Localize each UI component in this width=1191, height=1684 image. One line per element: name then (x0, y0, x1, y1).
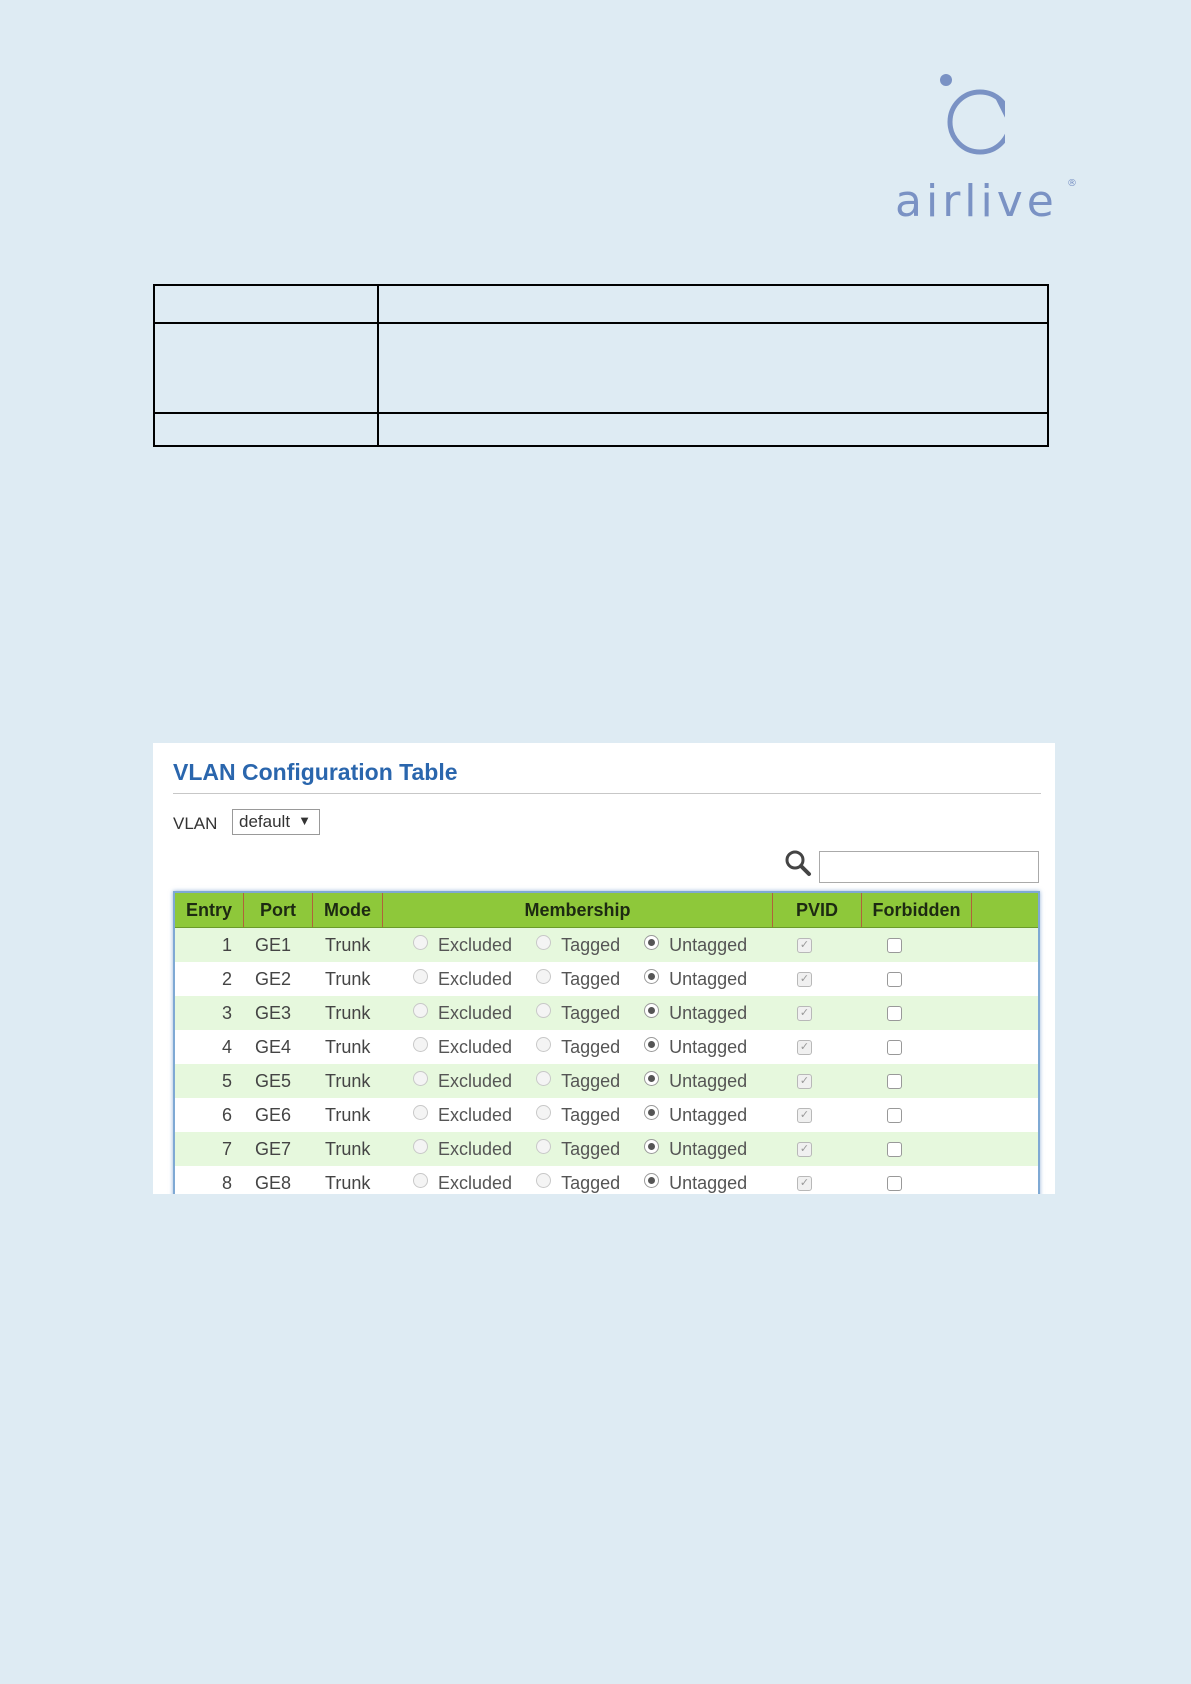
forbidden-checkbox[interactable] (887, 938, 902, 953)
mode-cell: Trunk (325, 1002, 371, 1023)
membership-radio-excluded[interactable] (413, 1003, 428, 1018)
membership-radio-excluded[interactable] (413, 1105, 428, 1120)
membership-radio-untagged[interactable] (644, 1105, 659, 1120)
grid-header (175, 893, 1038, 928)
forbidden-checkbox[interactable] (887, 972, 902, 987)
header-membership[interactable]: Membership (383, 893, 773, 927)
membership-label: Excluded (438, 1138, 513, 1159)
forbidden-cell (862, 1176, 972, 1191)
registered-mark: ® (1067, 178, 1077, 189)
search-icon[interactable] (784, 849, 812, 877)
membership-label: Untagged (669, 1138, 748, 1159)
membership-radio-tagged[interactable] (536, 969, 551, 984)
table-row (175, 1030, 1038, 1064)
doc-cell (378, 285, 1048, 323)
membership-radio-untagged[interactable] (644, 969, 659, 984)
membership-label: Excluded (438, 1002, 513, 1023)
membership-label: Tagged (561, 1138, 621, 1159)
entry-cell: 5 (221, 1070, 232, 1091)
airlive-logo (895, 68, 1080, 228)
membership-radio-untagged[interactable] (644, 1139, 659, 1154)
forbidden-checkbox[interactable] (887, 1176, 902, 1191)
pvid-cell (773, 1074, 862, 1089)
membership-radio-excluded[interactable] (413, 1173, 428, 1188)
logo-wordmark: airlive (895, 176, 1058, 227)
forbidden-checkbox[interactable] (887, 1108, 902, 1123)
pvid-cell (773, 972, 862, 987)
membership-cell (383, 1105, 773, 1126)
forbidden-cell (862, 1142, 972, 1157)
mode-cell: Trunk (325, 1172, 371, 1193)
membership-label: Untagged (669, 968, 748, 989)
forbidden-cell (862, 972, 972, 987)
membership-radio-untagged[interactable] (644, 935, 659, 950)
membership-label: Tagged (561, 1070, 621, 1091)
port-cell: GE8 (255, 1172, 292, 1193)
pvid-cell (773, 1006, 862, 1021)
logo-mark-icon (895, 68, 1005, 168)
membership-label: Excluded (438, 1172, 513, 1193)
membership-radio-tagged[interactable] (536, 1003, 551, 1018)
vlan-select[interactable] (232, 809, 320, 835)
page-title: VLAN Configuration Table (173, 759, 458, 785)
vlan-config-panel (153, 743, 1055, 1194)
membership-cell (383, 1071, 773, 1092)
membership-label: Tagged (561, 1002, 621, 1023)
membership-cell (383, 1139, 773, 1160)
vlan-label: VLAN (173, 814, 218, 833)
header-spacer (972, 893, 1038, 927)
pvid-cell (773, 1108, 862, 1123)
table-row (175, 996, 1038, 1030)
port-cell: GE2 (255, 968, 292, 989)
membership-label: Tagged (561, 1036, 621, 1057)
membership-label: Untagged (669, 1172, 748, 1193)
table-row (175, 1098, 1038, 1132)
membership-cell (383, 1173, 773, 1194)
membership-label: Untagged (669, 1036, 748, 1057)
header-forbidden[interactable]: Forbidden (862, 893, 972, 927)
membership-radio-untagged[interactable] (644, 1037, 659, 1052)
pvid-checkbox[interactable]: ✓ (797, 1176, 812, 1191)
forbidden-cell (862, 1074, 972, 1089)
membership-radio-untagged[interactable] (644, 1003, 659, 1018)
membership-radio-excluded[interactable] (413, 969, 428, 984)
vlan-grid (173, 891, 1040, 1194)
membership-radio-untagged[interactable] (644, 1071, 659, 1086)
membership-label: Excluded (438, 968, 513, 989)
membership-radio-excluded[interactable] (413, 1071, 428, 1086)
membership-label: Tagged (561, 968, 621, 989)
entry-cell: 6 (221, 1104, 232, 1125)
pvid-cell (773, 1176, 862, 1191)
dropdown-arrow-icon: ▼ (298, 813, 311, 828)
membership-radio-tagged[interactable] (536, 1139, 551, 1154)
entry-cell: 4 (221, 1036, 232, 1057)
header-mode[interactable]: Mode (313, 893, 383, 927)
membership-radio-tagged[interactable] (536, 1071, 551, 1086)
document-table (153, 284, 1049, 447)
doc-cell (154, 285, 378, 323)
mode-cell: Trunk (325, 1070, 371, 1091)
port-cell: GE3 (255, 1002, 292, 1023)
doc-cell (378, 323, 1048, 413)
mode-cell: Trunk (325, 968, 371, 989)
table-row (175, 1166, 1038, 1194)
port-cell: GE7 (255, 1138, 292, 1159)
forbidden-cell (862, 1006, 972, 1021)
pvid-checkbox[interactable]: ✓ (797, 1006, 812, 1021)
entry-cell: 8 (221, 1172, 232, 1193)
entry-cell: 2 (221, 968, 232, 989)
pvid-checkbox[interactable]: ✓ (797, 1040, 812, 1055)
membership-label: Untagged (669, 1104, 748, 1125)
membership-radio-tagged[interactable] (536, 1105, 551, 1120)
forbidden-cell (862, 938, 972, 953)
doc-cell (378, 413, 1048, 446)
entry-cell: 7 (221, 1138, 232, 1159)
membership-radio-tagged[interactable] (536, 935, 551, 950)
entry-cell: 1 (221, 934, 232, 955)
membership-cell (383, 1003, 773, 1024)
pvid-checkbox[interactable]: ✓ (797, 1108, 812, 1123)
port-cell: GE1 (255, 934, 292, 955)
header-pvid[interactable]: PVID (773, 893, 862, 927)
membership-radio-excluded[interactable] (413, 1037, 428, 1052)
membership-label: Excluded (438, 1036, 513, 1057)
membership-radio-tagged[interactable] (536, 1037, 551, 1052)
pvid-checkbox[interactable]: ✓ (797, 1142, 812, 1157)
mode-cell: Trunk (325, 1036, 371, 1057)
forbidden-checkbox[interactable] (887, 1074, 902, 1089)
doc-cell (154, 413, 378, 446)
table-row (175, 928, 1038, 962)
pvid-checkbox[interactable]: ✓ (797, 938, 812, 953)
forbidden-cell (862, 1040, 972, 1055)
membership-label: Tagged (561, 1104, 621, 1125)
port-cell: GE6 (255, 1104, 292, 1125)
membership-label: Excluded (438, 1070, 513, 1091)
membership-label: Tagged (561, 934, 621, 955)
pvid-cell (773, 1142, 862, 1157)
port-cell: GE4 (255, 1036, 292, 1057)
doc-cell (154, 323, 378, 413)
membership-label: Excluded (438, 934, 513, 955)
mode-cell: Trunk (325, 934, 371, 955)
forbidden-checkbox[interactable] (887, 1006, 902, 1021)
membership-label: Excluded (438, 1104, 513, 1125)
membership-radio-excluded[interactable] (413, 1139, 428, 1154)
pvid-checkbox[interactable]: ✓ (797, 1074, 812, 1089)
pvid-cell (773, 1040, 862, 1055)
membership-label: Untagged (669, 1070, 748, 1091)
forbidden-checkbox[interactable] (887, 1142, 902, 1157)
mode-cell: Trunk (325, 1104, 371, 1125)
membership-cell (383, 1037, 773, 1058)
membership-label: Untagged (669, 934, 748, 955)
vlan-select-value: default (239, 812, 291, 831)
table-row (175, 962, 1038, 996)
title-divider (173, 793, 1041, 794)
header-port[interactable]: Port (244, 893, 313, 927)
pvid-checkbox[interactable]: ✓ (797, 972, 812, 987)
forbidden-cell (862, 1108, 972, 1123)
membership-radio-tagged[interactable] (536, 1173, 551, 1188)
forbidden-checkbox[interactable] (887, 1040, 902, 1055)
membership-radio-excluded[interactable] (413, 935, 428, 950)
membership-label: Untagged (669, 1002, 748, 1023)
header-entry[interactable]: Entry (175, 893, 244, 927)
mode-cell: Trunk (325, 1138, 371, 1159)
table-row (175, 1132, 1038, 1166)
membership-cell (383, 969, 773, 990)
membership-radio-untagged[interactable] (644, 1173, 659, 1188)
membership-label: Tagged (561, 1172, 621, 1193)
membership-cell (383, 935, 773, 956)
port-cell: GE5 (255, 1070, 292, 1091)
search-input[interactable] (819, 851, 1039, 883)
table-row (175, 1064, 1038, 1098)
entry-cell: 3 (221, 1002, 232, 1023)
grid-body (175, 928, 1038, 1194)
pvid-cell (773, 938, 862, 953)
